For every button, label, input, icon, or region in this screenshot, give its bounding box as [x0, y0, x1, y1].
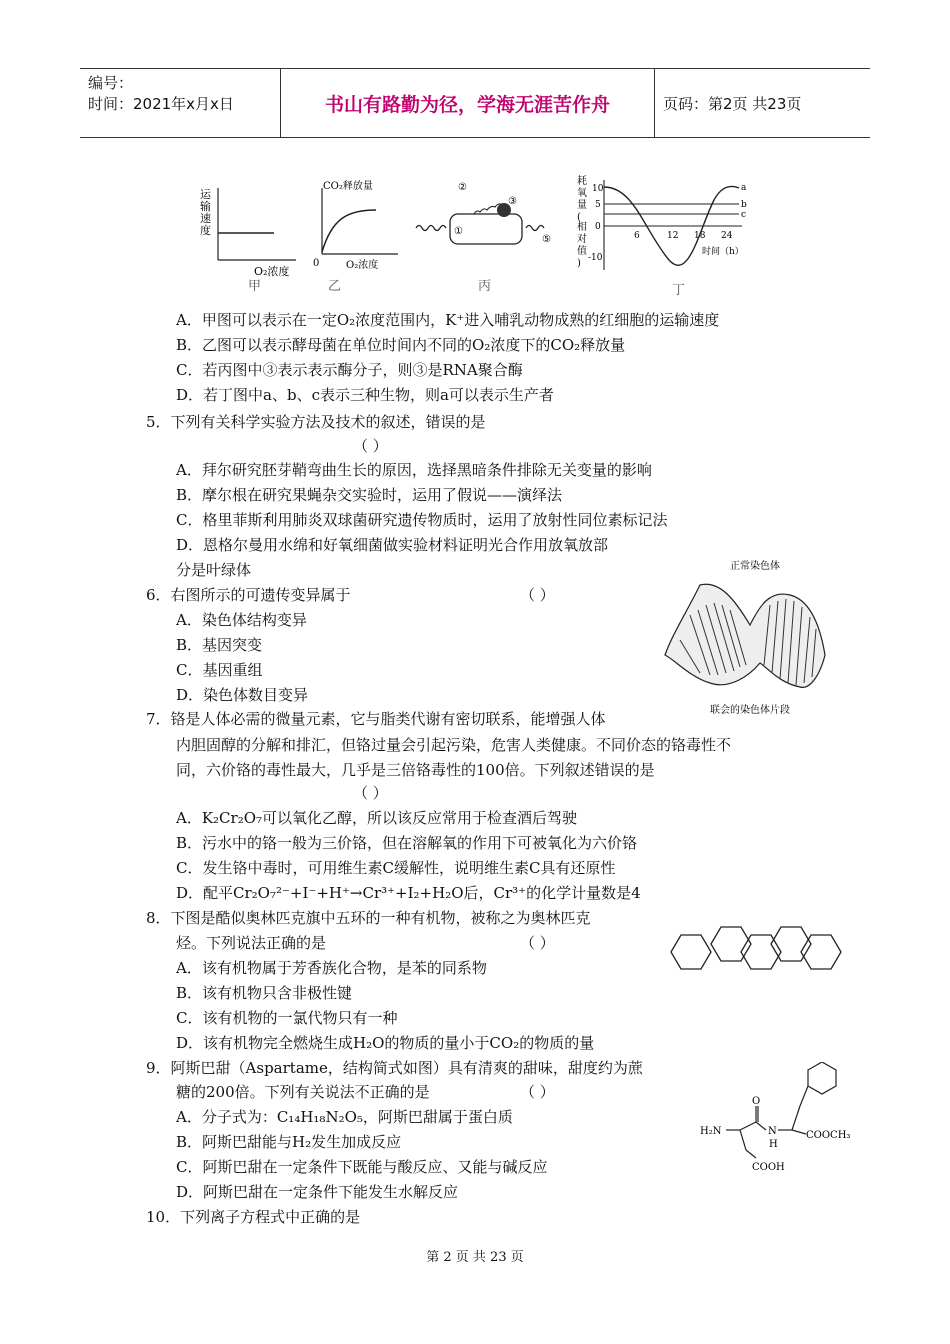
- ding-ytick-0: 0: [595, 222, 601, 232]
- page-info: 页码：第2页 共23页: [663, 94, 802, 113]
- page-footer: 第 2 页 共 23 页: [426, 1250, 524, 1265]
- bing-label-2: ②: [458, 182, 467, 193]
- q6-option-b: B．基因突变: [176, 636, 263, 654]
- q8-stem: 8．下图是酷似奥林匹克旗中五环的一种有机物，被称之为奥林匹克: [146, 909, 591, 927]
- aspartame-o: O: [752, 1096, 761, 1107]
- q8-option-c: C．该有机物的一氯代物只有一种: [176, 1009, 398, 1027]
- figure-bing: [412, 178, 562, 295]
- q5-option-c: C．格里菲斯利用肺炎双球菌研究遗传物质时，运用了放射性同位素标记法: [176, 511, 668, 529]
- q6-bracket: （ ）: [520, 586, 555, 604]
- q5-option-b: B．摩尔根在研究果蝇杂交实验时，运用了假说——演绎法: [176, 486, 563, 504]
- q8-option-a: A．该有机物属于芳香族化合物，是苯的同系物: [176, 959, 487, 977]
- q9-option-c: C．阿斯巴甜在一定条件下既能与酸反应、又能与碱反应: [176, 1158, 548, 1176]
- q7-option-a: A．K₂Cr₂O₇可以氧化乙醇，所以该反应常用于检查酒后驾驶: [176, 809, 578, 827]
- bing-label-5: ⑤: [542, 234, 551, 245]
- q9-stem: 9．阿斯巴甜（Aspartame，结构简式如图）具有清爽的甜味，甜度约为蔗: [146, 1059, 643, 1077]
- ding-xlabel: 时间（h）: [702, 247, 744, 257]
- aspartame-n: N: [768, 1126, 777, 1137]
- jia-ylabel: 运输速度: [200, 188, 211, 237]
- bing-label-3: ③: [508, 196, 517, 207]
- q7-bracket: （ ）: [353, 784, 388, 802]
- header-meta: [80, 69, 280, 137]
- q7-stem-2: 内胆固醇的分解和排汇，但铬过量会引起污染，危害人类健康。不同价态的铬毒性不: [176, 736, 732, 754]
- q4-option-a: A．甲图可以表示在一定O₂浓度范围内，K⁺进入哺乳动物成熟的红细胞的运输速度: [176, 311, 720, 329]
- q6-stem: 6．右图所示的可遗传变异属于: [146, 586, 351, 604]
- time-label: 时间：2021年x月x日: [88, 95, 234, 113]
- q5-option-d: D．恩格尔曼用水绵和好氧细菌做实验材料证明光合作用放氧放部: [176, 536, 609, 554]
- ding-ytick-10: 10: [592, 184, 604, 194]
- aspartame-structure: [696, 1062, 866, 1177]
- q8-bracket: （ ）: [520, 934, 555, 952]
- aspartame-h: H: [769, 1139, 778, 1150]
- figure-yi: [308, 178, 403, 295]
- q5-stem: 5．下列有关科学实验方法及技术的叙述，错误的是: [146, 413, 486, 431]
- q8-option-d: D．该有机物完全燃烧生成H₂O的物质的量小于CO₂的物质的量: [176, 1034, 595, 1052]
- q8-stem-2: 烃。下列说法正确的是: [176, 934, 327, 952]
- page-header: [80, 68, 870, 138]
- q4-option-c: C．若丙图中③表示表示酶分子，则③是RNA聚合酶: [176, 361, 523, 379]
- ding-ylabel: 耗氧量(相对值): [577, 176, 587, 269]
- q9-option-b: B．阿斯巴甜能与H₂发生加成反应: [176, 1133, 402, 1151]
- q4-option-d: D．若丁图中a、b、c表示三种生物，则a可以表示生产者: [176, 386, 554, 404]
- ding-xtick-18: 18: [694, 231, 706, 241]
- ding-caption: 丁: [672, 283, 686, 298]
- ding-ytick-5: 5: [595, 200, 601, 210]
- motto: 书山有路勤为径，学海无涯苦作舟: [280, 69, 655, 137]
- q10-stem: 10．下列离子方程式中正确的是: [146, 1208, 361, 1226]
- figure-jia: [196, 180, 301, 295]
- q9-option-d: D．阿斯巴甜在一定条件下能发生水解反应: [176, 1183, 459, 1201]
- yi-origin: 0: [313, 258, 320, 269]
- q7-option-c: C．发生铬中毒时，可用维生素C缓解性，说明维生素C具有还原性: [176, 859, 616, 877]
- yi-xlabel: O₂浓度: [346, 260, 379, 271]
- chromosome-top-label: 正常染色体: [730, 561, 780, 572]
- ding-xtick-6: 6: [634, 231, 640, 241]
- q6-option-a: A．染色体结构变异: [176, 611, 307, 629]
- yi-ylabel: CO₂释放量: [323, 181, 373, 192]
- q6-option-d: D．染色体数目变异: [176, 686, 309, 704]
- q5-bracket: （ ）: [353, 437, 388, 455]
- ding-xtick-12: 12: [667, 231, 679, 241]
- q9-bracket: （ ）: [520, 1083, 555, 1101]
- ding-ytick-neg10: -10: [588, 253, 603, 263]
- aspartame-nh2: H₂N: [700, 1126, 722, 1137]
- q4-option-b: B．乙图可以表示酵母菌在单位时间内不同的O₂浓度下的CO₂释放量: [176, 336, 626, 354]
- jia-xlabel: O₂浓度: [254, 265, 290, 278]
- bing-caption: 丙: [478, 279, 492, 294]
- yi-caption: 乙: [328, 279, 342, 294]
- q5-option-a: A．拜尔研究胚芽鞘弯曲生长的原因，选择黑暗条件排除无关变量的影响: [176, 461, 652, 479]
- figure-ding: [574, 170, 754, 298]
- ding-series-a: a: [741, 183, 747, 193]
- olympicene-structure: [665, 922, 845, 982]
- chromosome-bottom-label: 联会的染色体片段: [710, 705, 790, 716]
- q8-option-b: B．该有机物只含非极性键: [176, 984, 353, 1002]
- aspartame-cooh: COOH: [752, 1162, 785, 1173]
- q7-option-d: D．配平Cr₂O₇²⁻+I⁻+H⁺→Cr³⁺+I₂+H₂O后，Cr³⁺的化学计量数是4: [176, 884, 641, 902]
- q7-stem: 7．铬是人体必需的微量元素，它与脂类代谢有密切联系，能增强人体: [146, 710, 606, 728]
- bing-label-1: ①: [454, 226, 463, 237]
- q9-option-a: A．分子式为：C₁₄H₁₈N₂O₅，阿斯巴甜属于蛋白质: [176, 1108, 513, 1126]
- ding-xtick-24: 24: [721, 231, 733, 241]
- q7-option-b: B．污水中的铬一般为三价铬，但在溶解氧的作用下可被氧化为六价铬: [176, 834, 638, 852]
- q5-option-d-cont: 分是叶绿体: [176, 561, 252, 579]
- q9-stem-2: 糖的200倍。下列有关说法不正确的是: [176, 1083, 430, 1101]
- jia-caption: 甲: [248, 279, 262, 294]
- ding-series-c: c: [741, 210, 747, 220]
- chromosome-figure: [660, 555, 840, 720]
- q6-option-c: C．基因重组: [176, 661, 263, 679]
- ding-series-b: b: [741, 200, 747, 210]
- number-label: 编号：: [88, 74, 134, 92]
- q7-stem-3: 同，六价铬的毒性最大，几乎是三倍铬毒性的100倍。下列叙述错误的是: [176, 761, 655, 779]
- aspartame-cooch3: COOCH₃: [806, 1130, 851, 1141]
